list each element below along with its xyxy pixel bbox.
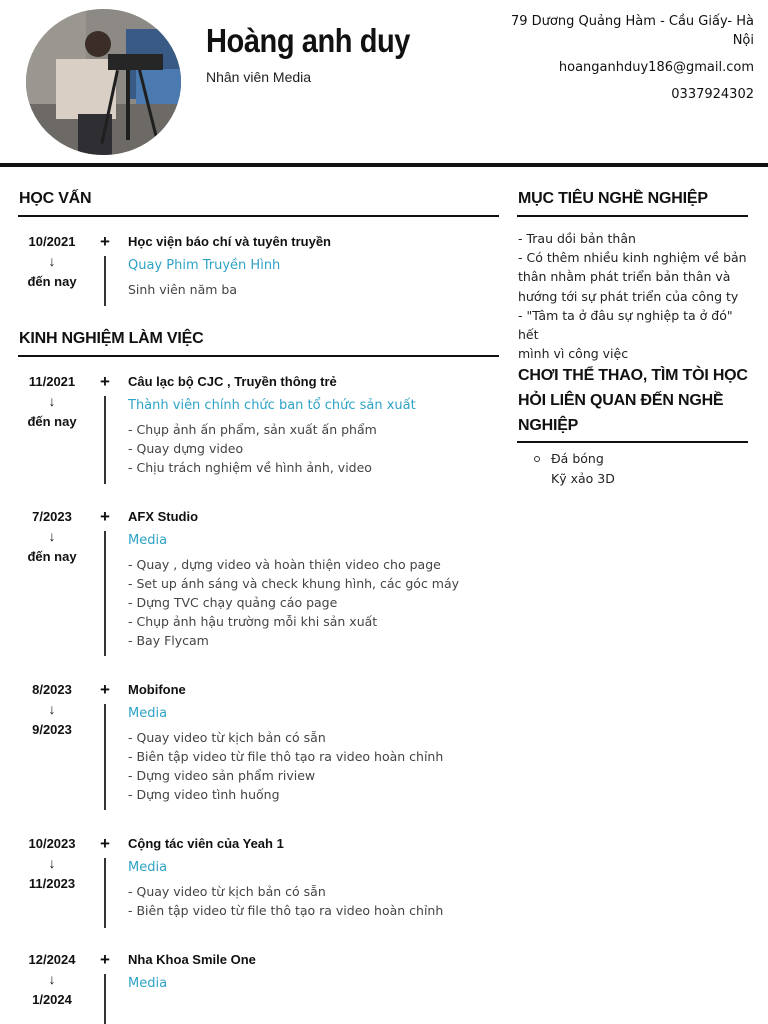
experience-divider [18, 355, 499, 357]
candidate-role: Nhân viên Media [206, 69, 312, 85]
entry-organization: Học viện báo chí và tuyên truyền [128, 234, 331, 249]
cv-header [0, 0, 768, 168]
entry-dates [18, 680, 86, 740]
hobby-item: Kỹ xảo 3D [551, 470, 615, 486]
arrow-down-icon: ↓ [48, 253, 56, 269]
objective-divider [517, 215, 748, 217]
experience-entry [0, 950, 500, 1024]
date-end: 1/2024 [32, 992, 72, 1007]
date-end: 9/2023 [32, 722, 72, 737]
experience-entry [0, 507, 500, 662]
arrow-down-icon: ↓ [48, 855, 56, 871]
entry-dates [18, 950, 86, 1010]
arrow-down-icon: ↓ [48, 701, 56, 717]
timeline-line [104, 974, 106, 1024]
detail-line: - Quay video từ kịch bản có sẵn [128, 884, 326, 899]
detail-line: - Chụp ảnh ấn phẩm, sản xuất ấn phẩm [128, 422, 377, 437]
arrow-down-icon: ↓ [48, 528, 56, 544]
objective-text [518, 229, 754, 363]
detail-line: - Biên tập video từ file thô tạo ra video hoàn chỉnh [128, 903, 444, 918]
date-start: 12/2024 [28, 952, 76, 967]
date-end: đến nay [27, 274, 77, 289]
objective-line: mình vì công việc [518, 346, 629, 362]
entry-position: Media [128, 533, 168, 548]
experience-entry [0, 372, 500, 487]
detail-line: - Chịu trách nghiệm về hình ảnh, video [128, 460, 372, 475]
circle-bullet-icon [534, 456, 540, 462]
date-start: 8/2023 [32, 682, 72, 697]
timeline-line [104, 256, 106, 306]
objective-title: MỤC TIÊU NGHỀ NGHIỆP [518, 190, 708, 207]
entry-details [128, 280, 237, 299]
plus-icon: + [100, 834, 110, 853]
objective-line: - "Tâm ta ở đâu sự nghiệp ta ở đó" hết [518, 307, 733, 343]
candidate-name: Hoàng anh duy [206, 22, 411, 59]
timeline-line [104, 531, 106, 656]
profile-photo-image [26, 9, 181, 155]
entry-organization: Mobifone [128, 682, 186, 697]
detail-line: Sinh viên năm ba [128, 282, 238, 297]
timeline-line [104, 858, 106, 928]
experience-entry [0, 680, 500, 815]
entry-dates [18, 232, 86, 292]
entry-organization: AFX Studio [128, 509, 199, 524]
education-entry [0, 232, 500, 312]
objective-line: thân nhằm phát triển bản thân và [518, 269, 731, 285]
entry-organization: Nha Khoa Smile One [128, 952, 256, 967]
plus-icon: + [100, 507, 110, 526]
date-start: 11/2021 [28, 374, 76, 389]
hobby-item: Đá bóng [551, 451, 604, 466]
education-divider [18, 215, 499, 217]
detail-line: - Dựng TVC chạy quảng cáo page [128, 595, 338, 610]
detail-line: - Bay Flycam [128, 633, 209, 648]
date-end: 11/2023 [28, 876, 76, 891]
objective-line: - Trau dồi bản thân [518, 231, 636, 246]
entry-details [128, 882, 443, 920]
arrow-down-icon: ↓ [48, 971, 56, 987]
timeline-line [104, 396, 106, 484]
date-end: đến nay [27, 549, 77, 564]
date-start: 7/2023 [32, 509, 72, 524]
education-title: HỌC VẤN [19, 190, 92, 207]
timeline-line [104, 704, 106, 810]
arrow-down-icon: ↓ [48, 393, 56, 409]
detail-line: - Biên tập video từ file thô tạo ra video hoàn chỉnh [128, 749, 444, 764]
plus-icon: + [100, 680, 110, 699]
hobbies-title: CHƠI THỂ THAO, TÌM TÒI HỌC HỎI LIÊN QUAN ĐẾN NGHỀ NGHIỆP [518, 367, 748, 434]
entry-position: Media [128, 860, 168, 875]
entry-details [128, 420, 377, 477]
experience-title: KINH NGHIỆM LÀM VIỆC [19, 330, 204, 347]
entry-details [128, 555, 459, 650]
contact-address: 79 Dương Quảng Hàm - Cầu Giấy- Hà Nội [510, 14, 754, 48]
entry-dates [18, 834, 86, 894]
detail-line: - Dựng video sản phẩm riview [128, 768, 316, 783]
entry-position: Thành viên chính chức ban tổ chức sản xuất [128, 398, 416, 413]
entry-position: Media [128, 976, 168, 991]
entry-organization: Câu lạc bộ CJC , Truyền thông trẻ [128, 374, 337, 389]
entry-dates [18, 372, 86, 432]
contact-info [494, 12, 754, 104]
detail-line: - Set up ánh sáng và check khung hình, các góc máy [128, 576, 460, 591]
entry-organization: Cộng tác viên của Yeah 1 [128, 836, 284, 851]
profile-photo [26, 9, 181, 155]
date-start: 10/2021 [28, 234, 76, 249]
plus-icon: + [100, 950, 110, 969]
detail-line: - Chụp ảnh hậu trường mỗi khi sản xuất [128, 614, 378, 629]
detail-line: - Quay , dựng video và hoàn thiện video cho page [128, 557, 441, 572]
date-end: đến nay [27, 414, 77, 429]
contact-email[interactable]: hoanganhduy186@gmail.com [558, 60, 754, 75]
detail-line: - Dựng video tình huống [128, 787, 280, 802]
objective-line: hướng tới sự phát triển của công ty [518, 288, 739, 304]
header-divider [0, 163, 768, 167]
entry-details [128, 728, 443, 804]
experience-entry [0, 834, 500, 934]
plus-icon: + [100, 232, 110, 251]
entry-position: Quay Phim Truyền Hình [128, 258, 281, 273]
hobbies-divider [517, 441, 748, 443]
plus-icon: + [100, 372, 110, 391]
detail-line: - Quay video từ kịch bản có sẵn [128, 730, 326, 745]
objective-line: - Có thêm nhiều kinh nghiệm về bản [518, 250, 747, 266]
detail-line: - Quay dựng video [128, 441, 244, 456]
contact-phone[interactable]: 0337924302 [671, 87, 754, 102]
entry-dates [18, 507, 86, 567]
date-start: 10/2023 [28, 836, 76, 851]
entry-position: Media [128, 706, 168, 721]
